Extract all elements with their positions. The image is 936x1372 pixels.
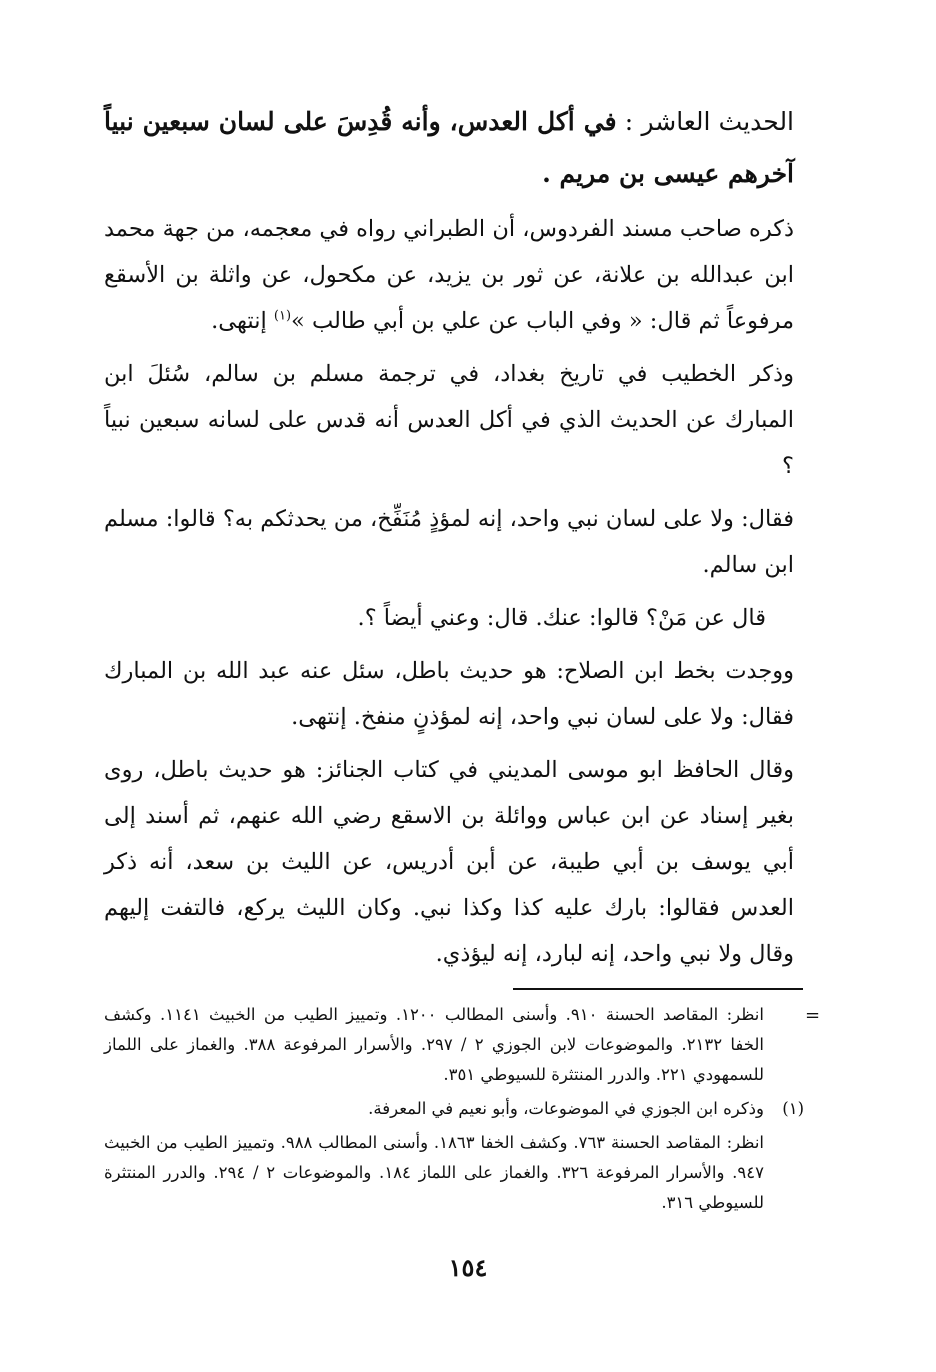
paragraph-1-text: ذكره صاحب مسند الفردوس، أن الطبراني رواه في معجمه، من جهة محمد ابن عبدالله بن علانة، عن ثور بن يزيد، عن مكحول، عن واثلة بن الأسقع مرفوعاً ثم قال: « وفي الباب عن علي بن أبي طالب » — [104, 216, 794, 334]
footnote-separator — [513, 988, 803, 990]
paragraph-6: وقال الحافظ ابو موسى المديني في كتاب الجنائز: هو حديث باطل، روى بغير إسناد عن ابن عباس ووائلة بن الاسقع رضي الله عنهم، ثم أسند إلى أبي يوسف بن أبي طيبة، عن أبن أدريس، عن الليث بن سعد، أنه ذكر العدس فقالوا: بارك عليه كذا وكذا نبي. وكان الليث يركع، فالتفت إليهم وقال ولا نبي واحد، إنه لبارد، إنه ليؤذي. — [104, 757, 794, 967]
footnote-1-line: وذكره ابن الجوزي في الموضوعات، وأبو نعيم في المعرفة. — [368, 1099, 764, 1118]
page-number: ١٥٤ — [448, 1253, 488, 1282]
hadith-heading-title: في أكل العدس، وأنه قُدِسَ على لسان سبعين نبياً آخرهم عيسى بن مريم . — [104, 107, 794, 188]
footnote-continuation-mark: = — [805, 1005, 821, 1026]
hadith-heading-lead: الحديث العاشر : — [624, 107, 795, 136]
main-text — [104, 96, 794, 984]
paragraph-5: ووجدت بخط ابن الصلاح: هو حديث باطل، سئل عنه عبد الله بن المبارك فقال: ولا على لسان نبي واحد، إنه لمؤذنٍ منفخ. إنتهى. — [104, 658, 794, 730]
footnote-1-refs: انظر: المقاصد الحسنة ٧٦٣. وكشف الخفا ١٨٦٣. وأسنى المطالب ٩٨٨. وتمييز الطيب من الخبيث ٩٤٧. والأسرار المرفوعة ٣٢٦. والغماز على اللماز ١٨٤. والموضوعات ٢ / ٢٩٤. والدرر المنتثرة للسيوطي ٣١٦. — [104, 1133, 765, 1212]
paragraph-3: فقال: ولا على لسان نبي واحد، إنه لمؤذٍ مُنَفِّخ، من يحدثكم به؟ قالوا: مسلم ابن سالم. — [104, 506, 794, 578]
footnote-1 — [104, 1094, 804, 1218]
paragraph-4: قال عن مَنْ؟ قالوا: عنك. قال: وعني أيضاً ؟. — [357, 605, 766, 631]
hadith-heading — [104, 96, 794, 200]
paragraph-2: وذكر الخطيب في تاريخ بغداد، في ترجمة مسلم بن سالم، سُئلَ ابن المبارك عن الحديث الذي في أكل العدس أنه قدس على لسانه سبعين نبياً ؟ — [104, 361, 794, 479]
paragraph-1 — [104, 206, 794, 344]
footnote-1-number: (١) — [782, 1099, 804, 1118]
footnotes — [104, 1000, 804, 1222]
paragraph-1-end: إنتهى. — [211, 308, 274, 334]
footnote-continued: انظر: المقاصد الحسنة ٩١٠. وأسنى المطالب ١٢٠٠. وتمييز الطيب من الخبيث ١١٤١. وكشف الخفا ٢١٣٢. والموضوعات لابن الجوزي ٢ / ٢٩٧. والأسرار المرفوعة ٣٨٨. والغماز على اللماز للسمهودي ٢٢١. والدرر المنتثرة للسيوطي ٣٥١. — [104, 1005, 764, 1084]
footnote-ref: (١) — [273, 308, 292, 324]
